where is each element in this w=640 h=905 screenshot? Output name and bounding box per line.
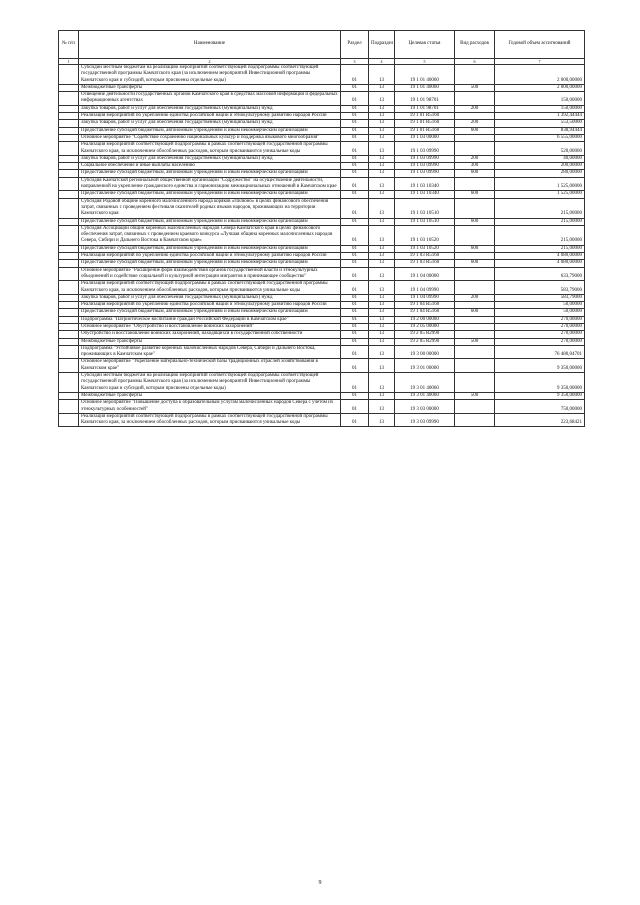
row-number bbox=[59, 218, 79, 225]
row-article: 19 1 03 09990 bbox=[395, 170, 455, 177]
row-section: 01 bbox=[341, 400, 369, 414]
row-expense-type: 500 bbox=[455, 84, 495, 91]
row-article: 19 1 03 10520 bbox=[395, 245, 455, 252]
row-subsection: 13 bbox=[369, 177, 395, 191]
row-section: 01 bbox=[341, 218, 369, 225]
row-amount: 838,94444 bbox=[495, 127, 585, 134]
row-name: Субсидии местным бюджетам на реализацию мероприятий соответствующей подпрограммы соответствующей государственной программы Камчатского края (за исключением мероприятий Инвестиционной программы Камчатского края и субсидий, которым присвоены отдельные коды) bbox=[79, 65, 341, 85]
row-subsection: 13 bbox=[369, 316, 395, 323]
table-row bbox=[59, 177, 585, 191]
row-name: Реализация мероприятий соответствующей подпрограммы в рамках соответствующей государственной программы Камчатского края, за исключением обособленных расходов, которым присваиваются уникальные коды bbox=[79, 413, 341, 427]
row-subsection: 13 bbox=[369, 267, 395, 281]
row-number bbox=[59, 260, 79, 267]
row-article: 19 3 01 40060 bbox=[395, 392, 455, 399]
row-number bbox=[59, 113, 79, 120]
row-expense-type: 200 bbox=[455, 155, 495, 162]
row-section: 01 bbox=[341, 413, 369, 427]
row-name: Предоставление субсидий бюджетным, автономным учреждениям и иным некоммерческим организациям bbox=[79, 260, 341, 267]
row-section: 01 bbox=[341, 142, 369, 156]
row-number bbox=[59, 309, 79, 316]
table-row bbox=[59, 105, 585, 112]
row-name: Предоставление субсидий бюджетным, автономным учреждениям и иным некоммерческим организациям bbox=[79, 127, 341, 134]
row-section: 01 bbox=[341, 105, 369, 112]
row-section: 01 bbox=[341, 331, 369, 338]
row-article: 19 1 04 09990 bbox=[395, 281, 455, 295]
table-row bbox=[59, 127, 585, 134]
row-name: Межбюджетные трансферты bbox=[79, 392, 341, 399]
row-amount: 2 000,00000 bbox=[495, 84, 585, 91]
row-expense-type: 600 bbox=[455, 127, 495, 134]
row-expense-type bbox=[455, 373, 495, 393]
row-subsection: 13 bbox=[369, 170, 395, 177]
row-number bbox=[59, 191, 79, 198]
row-amount: 50,00000 bbox=[495, 309, 585, 316]
row-section: 01 bbox=[341, 392, 369, 399]
row-name: Основное мероприятие "Укрепление материально-технической базы традиционных отраслей хозяйствования в Камчатском крае" bbox=[79, 359, 341, 373]
table-row bbox=[59, 267, 585, 281]
row-subsection: 13 bbox=[369, 84, 395, 91]
row-amount: 553,50000 bbox=[495, 120, 585, 127]
table-row bbox=[59, 191, 585, 198]
row-amount: 270,00000 bbox=[495, 338, 585, 345]
row-subsection: 13 bbox=[369, 323, 395, 330]
row-number bbox=[59, 225, 79, 245]
row-name: Субсидии местным бюджетам на реализацию мероприятий соответствующей подпрограммы соответствующей государственной программы Камчатского края (за исключением мероприятий Инвестиционной программы Камчатского края и субсидий, которым присвоены отдельные коды) bbox=[79, 373, 341, 393]
row-section: 01 bbox=[341, 191, 369, 198]
row-section: 01 bbox=[341, 155, 369, 162]
row-section: 01 bbox=[341, 170, 369, 177]
row-name: Межбюджетные трансферты bbox=[79, 338, 341, 345]
row-number bbox=[59, 316, 79, 323]
table-row bbox=[59, 359, 585, 373]
row-amount: 9 350,00000 bbox=[495, 359, 585, 373]
row-expense-type bbox=[455, 177, 495, 191]
table-row bbox=[59, 163, 585, 170]
column-number: 7 bbox=[495, 59, 585, 65]
row-amount: 150,00000 bbox=[495, 105, 585, 112]
row-number bbox=[59, 392, 79, 399]
row-section: 01 bbox=[341, 134, 369, 141]
row-amount: 270,00000 bbox=[495, 316, 585, 323]
row-number bbox=[59, 281, 79, 295]
row-amount: 215,00000 bbox=[495, 198, 585, 218]
budget-table bbox=[58, 30, 585, 427]
row-number bbox=[59, 267, 79, 281]
row-expense-type bbox=[455, 134, 495, 141]
row-number bbox=[59, 345, 79, 359]
row-name: Социальное обеспечение и иные выплаты населению bbox=[79, 163, 341, 170]
row-subsection: 13 bbox=[369, 331, 395, 338]
row-amount: 200,00000 bbox=[495, 163, 585, 170]
row-article: 19 1 01 R5160 bbox=[395, 113, 455, 120]
row-amount: 215,00000 bbox=[495, 245, 585, 252]
row-subsection: 13 bbox=[369, 218, 395, 225]
row-name: Реализация мероприятий соответствующей подпрограммы в рамках соответствующей государственной программы Камчатского края, за исключением обособленных расходов, которым присваиваются уникальные коды bbox=[79, 281, 341, 295]
row-number bbox=[59, 170, 79, 177]
table-row bbox=[59, 331, 585, 338]
row-article: 19 1 03 10510 bbox=[395, 218, 455, 225]
row-section: 01 bbox=[341, 65, 369, 85]
row-article: 19 2 05 00000 bbox=[395, 323, 455, 330]
row-section: 01 bbox=[341, 177, 369, 191]
row-section: 01 bbox=[341, 260, 369, 267]
row-subsection: 13 bbox=[369, 392, 395, 399]
row-section: 01 bbox=[341, 225, 369, 245]
row-amount: 40,00000 bbox=[495, 155, 585, 162]
row-name: Закупка товаров, работ и услуг для обеспечения государственных (муниципальных) нужд bbox=[79, 155, 341, 162]
row-article: 19 2 05 R2990 bbox=[395, 338, 455, 345]
table-row bbox=[59, 338, 585, 345]
row-expense-type bbox=[455, 113, 495, 120]
row-name: Предоставление субсидий бюджетным, автономным учреждениям и иным некоммерческим организациям bbox=[79, 191, 341, 198]
row-amount: 1 525,00000 bbox=[495, 191, 585, 198]
row-amount: 4 080,00000 bbox=[495, 260, 585, 267]
row-section: 01 bbox=[341, 309, 369, 316]
column-number: 1 bbox=[59, 59, 79, 65]
row-amount: 270,00000 bbox=[495, 331, 585, 338]
row-name: Закупка товаров, работ и услуг для обеспечения государственных (муниципальных) нужд bbox=[79, 294, 341, 301]
row-name: Закупка товаров, работ и услуг для обеспечения государственных (муниципальных) нужд bbox=[79, 120, 341, 127]
row-subsection: 13 bbox=[369, 260, 395, 267]
row-subsection: 13 bbox=[369, 65, 395, 85]
table-row bbox=[59, 84, 585, 91]
row-expense-type bbox=[455, 400, 495, 414]
document-page bbox=[58, 30, 584, 427]
row-subsection: 13 bbox=[369, 281, 395, 295]
header-amount: Годовой объем ассигнований bbox=[495, 31, 585, 59]
row-section: 01 bbox=[341, 345, 369, 359]
row-section: 01 bbox=[341, 92, 369, 106]
row-article: 19 3 01 40060 bbox=[395, 373, 455, 393]
table-row bbox=[59, 281, 585, 295]
row-article: 19 1 03 R5160 bbox=[395, 253, 455, 260]
column-number: 4 bbox=[369, 59, 395, 65]
row-number bbox=[59, 155, 79, 162]
row-subsection: 13 bbox=[369, 142, 395, 156]
row-article: 19 1 04 R5160 bbox=[395, 302, 455, 309]
row-article: 19 1 01 98701 bbox=[395, 105, 455, 112]
row-number bbox=[59, 65, 79, 85]
row-section: 01 bbox=[341, 120, 369, 127]
row-expense-type bbox=[455, 331, 495, 338]
table-row bbox=[59, 155, 585, 162]
table-row bbox=[59, 92, 585, 106]
row-expense-type bbox=[455, 267, 495, 281]
row-expense-type: 500 bbox=[455, 338, 495, 345]
row-subsection: 13 bbox=[369, 134, 395, 141]
row-expense-type bbox=[455, 92, 495, 106]
row-amount: 76 480,04701 bbox=[495, 345, 585, 359]
row-number bbox=[59, 84, 79, 91]
row-name: Предоставление субсидий бюджетным, автономным учреждениям и иным некоммерческим организациям bbox=[79, 218, 341, 225]
row-number bbox=[59, 373, 79, 393]
row-expense-type: 600 bbox=[455, 260, 495, 267]
row-name: Основное мероприятие "Повышение доступа к образовательным услугам малочисленных народов Севера с учетом их этнокультурных особенностей" bbox=[79, 400, 341, 414]
row-number bbox=[59, 413, 79, 427]
header-subsection: Подраздел bbox=[369, 31, 395, 59]
row-article: 19 1 03 09990 bbox=[395, 155, 455, 162]
table-row bbox=[59, 309, 585, 316]
row-article: 19 1 01 R5160 bbox=[395, 127, 455, 134]
row-section: 01 bbox=[341, 267, 369, 281]
row-article: 19 1 03 R5160 bbox=[395, 260, 455, 267]
row-number bbox=[59, 302, 79, 309]
row-expense-type: 200 bbox=[455, 105, 495, 112]
row-expense-type: 600 bbox=[455, 170, 495, 177]
row-amount: 583,79000 bbox=[495, 294, 585, 301]
row-article: 19 3 03 00000 bbox=[395, 400, 455, 414]
row-section: 01 bbox=[341, 316, 369, 323]
row-expense-type: 200 bbox=[455, 120, 495, 127]
row-number bbox=[59, 134, 79, 141]
row-expense-type bbox=[455, 65, 495, 85]
table-row bbox=[59, 134, 585, 141]
row-article: 19 2 00 00000 bbox=[395, 316, 455, 323]
row-amount: 50,00000 bbox=[495, 302, 585, 309]
row-article: 19 3 03 09990 bbox=[395, 413, 455, 427]
row-number bbox=[59, 331, 79, 338]
row-expense-type: 200 bbox=[455, 294, 495, 301]
header-article: Целевая статья bbox=[395, 31, 455, 59]
row-name: Закупка товаров, работ и услуг для обеспечения государственных (муниципальных) нужд bbox=[79, 105, 341, 112]
row-number bbox=[59, 177, 79, 191]
table-row bbox=[59, 65, 585, 85]
table-row bbox=[59, 316, 585, 323]
row-name: Подпрограмма "Патриотическое воспитание граждан Российской Федерации в Камчатском крае" bbox=[79, 316, 341, 323]
row-expense-type: 500 bbox=[455, 392, 495, 399]
row-name: Субсидия Камчатской региональной общественной организации "Содружество" на осуществление деятельности, направленной на укрепление гражданского единства и гармонизацию межнациональных отношений в Камчатском крае bbox=[79, 177, 341, 191]
row-amount: 1 392,44444 bbox=[495, 113, 585, 120]
row-expense-type bbox=[455, 359, 495, 373]
row-article: 19 1 01 40060 bbox=[395, 65, 455, 85]
row-section: 01 bbox=[341, 245, 369, 252]
row-number bbox=[59, 127, 79, 134]
row-name: Субсидия Ассоциации общин коренных малочисленных народов Севера Камчатского края в целях финансового обеспечения затрат, связанных с проведением краевого конкурса «Лучшая община коренных малочисленных народов Севера, Сибири и Дальнего Востока в Камчатском крае» bbox=[79, 225, 341, 245]
row-amount: 583,79000 bbox=[495, 281, 585, 295]
row-section: 01 bbox=[341, 163, 369, 170]
row-subsection: 13 bbox=[369, 253, 395, 260]
row-amount: 1 525,00000 bbox=[495, 177, 585, 191]
row-subsection: 13 bbox=[369, 413, 395, 427]
row-amount: 9 350,00000 bbox=[495, 373, 585, 393]
row-subsection: 13 bbox=[369, 92, 395, 106]
row-number bbox=[59, 253, 79, 260]
row-section: 01 bbox=[341, 127, 369, 134]
row-article: 19 1 01 40060 bbox=[395, 84, 455, 91]
row-number bbox=[59, 294, 79, 301]
row-amount: 280,00000 bbox=[495, 170, 585, 177]
row-expense-type: 300 bbox=[455, 163, 495, 170]
row-article: 19 1 03 10510 bbox=[395, 198, 455, 218]
table-row bbox=[59, 345, 585, 359]
column-number: 6 bbox=[455, 59, 495, 65]
row-expense-type bbox=[455, 281, 495, 295]
row-expense-type bbox=[455, 413, 495, 427]
row-section: 01 bbox=[341, 84, 369, 91]
table-row bbox=[59, 225, 585, 245]
table-row bbox=[59, 120, 585, 127]
row-name: Основное мероприятие "Содействие сохранению национальных культур и поддержка языкового многообразия" bbox=[79, 134, 341, 141]
row-subsection: 13 bbox=[369, 198, 395, 218]
header-expense-type: Вид расходов bbox=[455, 31, 495, 59]
row-subsection: 13 bbox=[369, 309, 395, 316]
row-number bbox=[59, 323, 79, 330]
row-name: Реализация мероприятий по укреплению единства российской нации и этнокультурному развитию народов России bbox=[79, 302, 341, 309]
row-amount: 215,00000 bbox=[495, 218, 585, 225]
row-section: 01 bbox=[341, 373, 369, 393]
column-number: 2 bbox=[79, 59, 341, 65]
row-expense-type bbox=[455, 323, 495, 330]
header-section: Раздел bbox=[341, 31, 369, 59]
header-name: Наименование bbox=[79, 31, 341, 59]
row-amount: 2 000,00000 bbox=[495, 65, 585, 85]
row-name: Реализация мероприятий по укреплению единства российской нации и этнокультурному развитию народов России bbox=[79, 253, 341, 260]
header-num: № п/п bbox=[59, 31, 79, 59]
row-section: 01 bbox=[341, 338, 369, 345]
row-number bbox=[59, 142, 79, 156]
row-section: 01 bbox=[341, 281, 369, 295]
row-subsection: 13 bbox=[369, 359, 395, 373]
table-row bbox=[59, 323, 585, 330]
row-amount: 6 555,00000 bbox=[495, 134, 585, 141]
row-subsection: 13 bbox=[369, 225, 395, 245]
table-row bbox=[59, 142, 585, 156]
row-amount: 150,00000 bbox=[495, 92, 585, 106]
row-section: 01 bbox=[341, 198, 369, 218]
table-row bbox=[59, 294, 585, 301]
header-row bbox=[59, 31, 585, 59]
row-expense-type bbox=[455, 198, 495, 218]
row-subsection: 13 bbox=[369, 373, 395, 393]
row-expense-type: 600 bbox=[455, 245, 495, 252]
row-expense-type bbox=[455, 302, 495, 309]
row-amount: 750,00000 bbox=[495, 400, 585, 414]
table-row bbox=[59, 245, 585, 252]
row-name: Межбюджетные трансферты bbox=[79, 84, 341, 91]
row-amount: 4 080,00000 bbox=[495, 253, 585, 260]
row-article: 19 1 03 09990 bbox=[395, 142, 455, 156]
row-article: 19 1 03 09990 bbox=[395, 163, 455, 170]
table-row bbox=[59, 260, 585, 267]
row-article: 19 1 03 10340 bbox=[395, 191, 455, 198]
row-name: Реализация мероприятий по укреплению единства российской нации и этнокультурному развитию народов России bbox=[79, 113, 341, 120]
row-section: 01 bbox=[341, 302, 369, 309]
row-subsection: 13 bbox=[369, 127, 395, 134]
row-number bbox=[59, 359, 79, 373]
row-subsection: 13 bbox=[369, 113, 395, 120]
row-article: 19 1 03 10520 bbox=[395, 225, 455, 245]
row-subsection: 13 bbox=[369, 105, 395, 112]
row-name: Основное мероприятие "Обустройство и восстановление воинских захоронений" bbox=[79, 323, 341, 330]
table-row bbox=[59, 198, 585, 218]
row-expense-type: 600 bbox=[455, 191, 495, 198]
row-subsection: 13 bbox=[369, 302, 395, 309]
row-expense-type: 600 bbox=[455, 309, 495, 316]
row-number bbox=[59, 163, 79, 170]
row-section: 01 bbox=[341, 253, 369, 260]
row-amount: 215,00000 bbox=[495, 225, 585, 245]
table-row bbox=[59, 413, 585, 427]
row-article: 19 1 03 10340 bbox=[395, 177, 455, 191]
row-name: Предоставление субсидий бюджетным, автономным учреждениям и иным некоммерческим организациям bbox=[79, 245, 341, 252]
row-name: Предоставление субсидий бюджетным, автономным учреждениям и иным некоммерческим организациям bbox=[79, 309, 341, 316]
row-subsection: 13 bbox=[369, 155, 395, 162]
row-subsection: 13 bbox=[369, 120, 395, 127]
row-subsection: 13 bbox=[369, 400, 395, 414]
row-subsection: 13 bbox=[369, 163, 395, 170]
row-article: 19 2 05 R2990 bbox=[395, 331, 455, 338]
row-expense-type: 600 bbox=[455, 218, 495, 225]
table-row bbox=[59, 170, 585, 177]
row-article: 19 3 01 00000 bbox=[395, 359, 455, 373]
row-number bbox=[59, 120, 79, 127]
row-article: 19 1 01 R5160 bbox=[395, 120, 455, 127]
row-number bbox=[59, 105, 79, 112]
row-expense-type bbox=[455, 225, 495, 245]
row-subsection: 13 bbox=[369, 345, 395, 359]
table-row bbox=[59, 400, 585, 414]
row-number bbox=[59, 245, 79, 252]
row-section: 01 bbox=[341, 113, 369, 120]
row-amount: 520,00000 bbox=[495, 142, 585, 156]
table-row bbox=[59, 218, 585, 225]
row-article: 19 3 00 00000 bbox=[395, 345, 455, 359]
row-section: 01 bbox=[341, 323, 369, 330]
row-amount: 9 350,00000 bbox=[495, 392, 585, 399]
row-subsection: 13 bbox=[369, 191, 395, 198]
row-amount: 633,79000 bbox=[495, 267, 585, 281]
table-row bbox=[59, 113, 585, 120]
row-subsection: 13 bbox=[369, 245, 395, 252]
row-article: 19 1 04 00000 bbox=[395, 267, 455, 281]
row-amount: 223,68421 bbox=[495, 413, 585, 427]
row-article: 19 1 03 00000 bbox=[395, 134, 455, 141]
row-number bbox=[59, 338, 79, 345]
row-expense-type bbox=[455, 316, 495, 323]
column-number: 3 bbox=[341, 59, 369, 65]
row-expense-type bbox=[455, 142, 495, 156]
row-number bbox=[59, 92, 79, 106]
row-name: Основное мероприятие "Расширение форм взаимодействия органов государственной власти и этнокультурных объединений и содействие социальной и культурной интеграции мигрантов в принимающее сообщество" bbox=[79, 267, 341, 281]
row-name: Обустройство и восстановление воинских захоронений, находящихся в государственной собственности bbox=[79, 331, 341, 338]
row-section: 01 bbox=[341, 359, 369, 373]
row-name: Предоставление субсидий бюджетным, автономным учреждениям и иным некоммерческим организациям bbox=[79, 170, 341, 177]
row-section: 01 bbox=[341, 294, 369, 301]
column-number: 5 bbox=[395, 59, 455, 65]
row-article: 19 1 01 98701 bbox=[395, 92, 455, 106]
row-name: Освещение деятельности государственных органов Камчатского края в средствах массовой информации и федеральных информационных агентствах bbox=[79, 92, 341, 106]
page-number: 9 bbox=[318, 880, 322, 886]
row-article: 19 1 04 09990 bbox=[395, 294, 455, 301]
row-expense-type bbox=[455, 253, 495, 260]
row-number bbox=[59, 198, 79, 218]
row-name: Подпрограмма "Устойчивое развитие коренных малочисленных народов Севера, Сибири и Дальнего Востока, проживающих в Камчатском крае" bbox=[79, 345, 341, 359]
row-name: Субсидия Родовой общине коренного малочисленного народа коряков «Пилюно» в целях финансового обеспечения затрат, связанных с проведением фестиваля сказителей родных языков народов, проживающих на территории Камчатского края bbox=[79, 198, 341, 218]
row-name: Реализация мероприятий соответствующей подпрограммы в рамках соответствующей государственной программы Камчатского края, за исключением обособленных расходов, которым присваиваются уникальные коды bbox=[79, 142, 341, 156]
table-row bbox=[59, 373, 585, 393]
row-article: 19 1 04 R5160 bbox=[395, 309, 455, 316]
row-number bbox=[59, 400, 79, 414]
table-row bbox=[59, 253, 585, 260]
row-subsection: 13 bbox=[369, 338, 395, 345]
table-row bbox=[59, 392, 585, 399]
row-amount: 270,00000 bbox=[495, 323, 585, 330]
table-body bbox=[59, 65, 585, 427]
row-expense-type bbox=[455, 345, 495, 359]
table-row bbox=[59, 302, 585, 309]
row-subsection: 13 bbox=[369, 294, 395, 301]
